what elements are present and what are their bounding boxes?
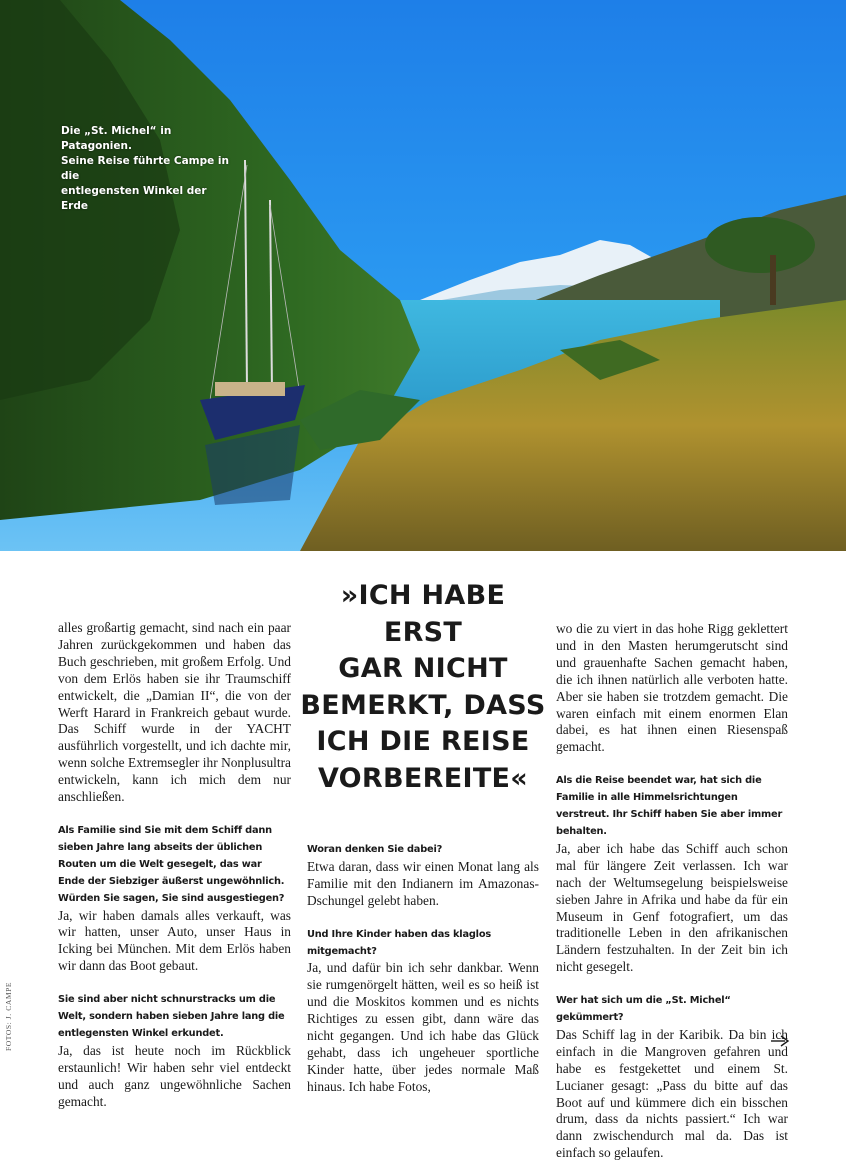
pull-quote-line: GAR NICHT: [338, 653, 508, 685]
caption-line: entlegensten Winkel der Erde: [61, 185, 207, 212]
interview-answer: Ja, aber ich habe das Schiff auch schon mal für längere Zeit verlassen. Ich war nach der Weltumsegelung beispielsweise sieben Jahre in Afrika und habe da für ein Museum in Genf fotografiert, um das traditionelle Leben in den afrikanischen Ländern festzuhalten. In der Zeit bin ich nicht gesegelt.: [556, 840, 788, 975]
hero-photo: [0, 0, 846, 551]
pull-quote-line: BEMERKT, DASS: [300, 689, 546, 721]
patagonia-fjord-photo: [0, 0, 846, 551]
interview-answer: Ja, und dafür bin ich sehr dankbar. Wenn sie rumgenörgelt hätten, weil es so heiß ist und die Moskitos kommen und es nichts Richtiges zu essen gibt, dann wäre das nicht gegangen. Und ich habe das Glück gehabt, dass ich ungeheuer sportliche Kinder hatte, über jedes normale Maß hinaus. Ich habe Fotos,: [307, 960, 539, 1094]
interview-question: Als die Reise beendet war, hat sich die Familie in alle Himmelsrichtungen verstreut. Ihr Schiff haben Sie aber immer behalten.: [556, 775, 783, 837]
photo-credit: FOTOS: J. CAMPE: [4, 981, 13, 1051]
interview-question: Und Ihre Kinder haben das klaglos mitgemacht?: [307, 928, 491, 957]
caption-line: Die „St. Michel“ in Patagonien.: [61, 125, 172, 152]
article-column-3: [556, 621, 788, 1162]
body-paragraph: wo die zu viert in das hohe Rigg geklettert und in den Masten herumgerutscht sind und grauenhafte Sachen gemacht haben, die ich ihnen natürlich alle verboten hatte. Aber sie haben sie trotzdem gemacht. Die waren einfach mit einem enormen Elan dabei, es hat ihnen einen Riesenspaß gemacht.: [556, 621, 788, 755]
interview-answer: Ja, das ist heute noch im Rückblick erstaunlich! Wir haben sehr viel entdeckt und auch ganz ungewöhnliche Sachen gemacht.: [58, 1042, 291, 1109]
tree-trunk: [770, 255, 776, 305]
interview-answer: Ja, wir haben damals alles verkauft, was wir hatten, unser Auto, unser Haus in Icking bei München. Mit dem Erlös haben wir dann das Boot gebaut.: [58, 907, 291, 974]
pull-quote-line: »ICH HABE ERST: [340, 580, 506, 648]
interview-question: Als Familie sind Sie mit dem Schiff dann sieben Jahre lang abseits der üblichen Routen um die Welt gesegelt, das war Ende der Siebziger äußerst ungewöhnlich. Würden Sie sagen, Sie sind ausgestiegen?: [58, 824, 285, 904]
interview-answer: Das Schiff lag in der Karibik. Da bin ich einfach in die Mangroven gefahren und habe es festgekettet und einem St. Lucianer gesagt: „Pass du bitte auf das Boot auf und kümmere dich ein bisschen drum, dass da nichts passiert.“ Ich war dann zwischendurch mal da. Das ist einfach so gelaufen.: [556, 1026, 788, 1161]
photo-caption: [61, 124, 231, 214]
tree-canopy: [705, 217, 815, 273]
interview-answer: Etwa daran, dass wir einen Monat lang als Familie mit den Indianern im Amazonas-Dschungel gelebt haben.: [307, 858, 539, 908]
continue-arrow-icon: [770, 1034, 790, 1048]
caption-line: Seine Reise führte Campe in die: [61, 155, 229, 182]
article-column-1: [58, 620, 291, 1110]
pull-quote-line: ICH DIE REISE: [316, 726, 530, 758]
body-paragraph: alles großartig gemacht, sind nach ein paar Jahren zurückgekommen und haben das Buch geschrieben, mit großem Erfolg. Und von dem Erlös haben sie ihr Traumschiff entwickelt, die „Damian II“, die von der Werft Harard in Frankreich gebaut wurde. Das Schiff wurde in der YACHT ausführlich vorgestellt, und ich dachte mir, wenn solche Extremsegler ihr Nonplusultra entwickeln, kann ich mich dem nur anschließen.: [58, 620, 291, 805]
interview-question: Sie sind aber nicht schnurstracks um die Welt, sondern haben sieben Jahre lang die entlegensten Winkel erkundet.: [58, 994, 285, 1039]
pull-quote: [300, 578, 546, 798]
pull-quote-line: VORBEREITE«: [317, 762, 529, 794]
article-column-2: [307, 842, 539, 1096]
interview-question: Woran denken Sie dabei?: [307, 844, 443, 855]
interview-question: Wer hat sich um die „St. Michel“ gekümmert?: [556, 995, 731, 1024]
